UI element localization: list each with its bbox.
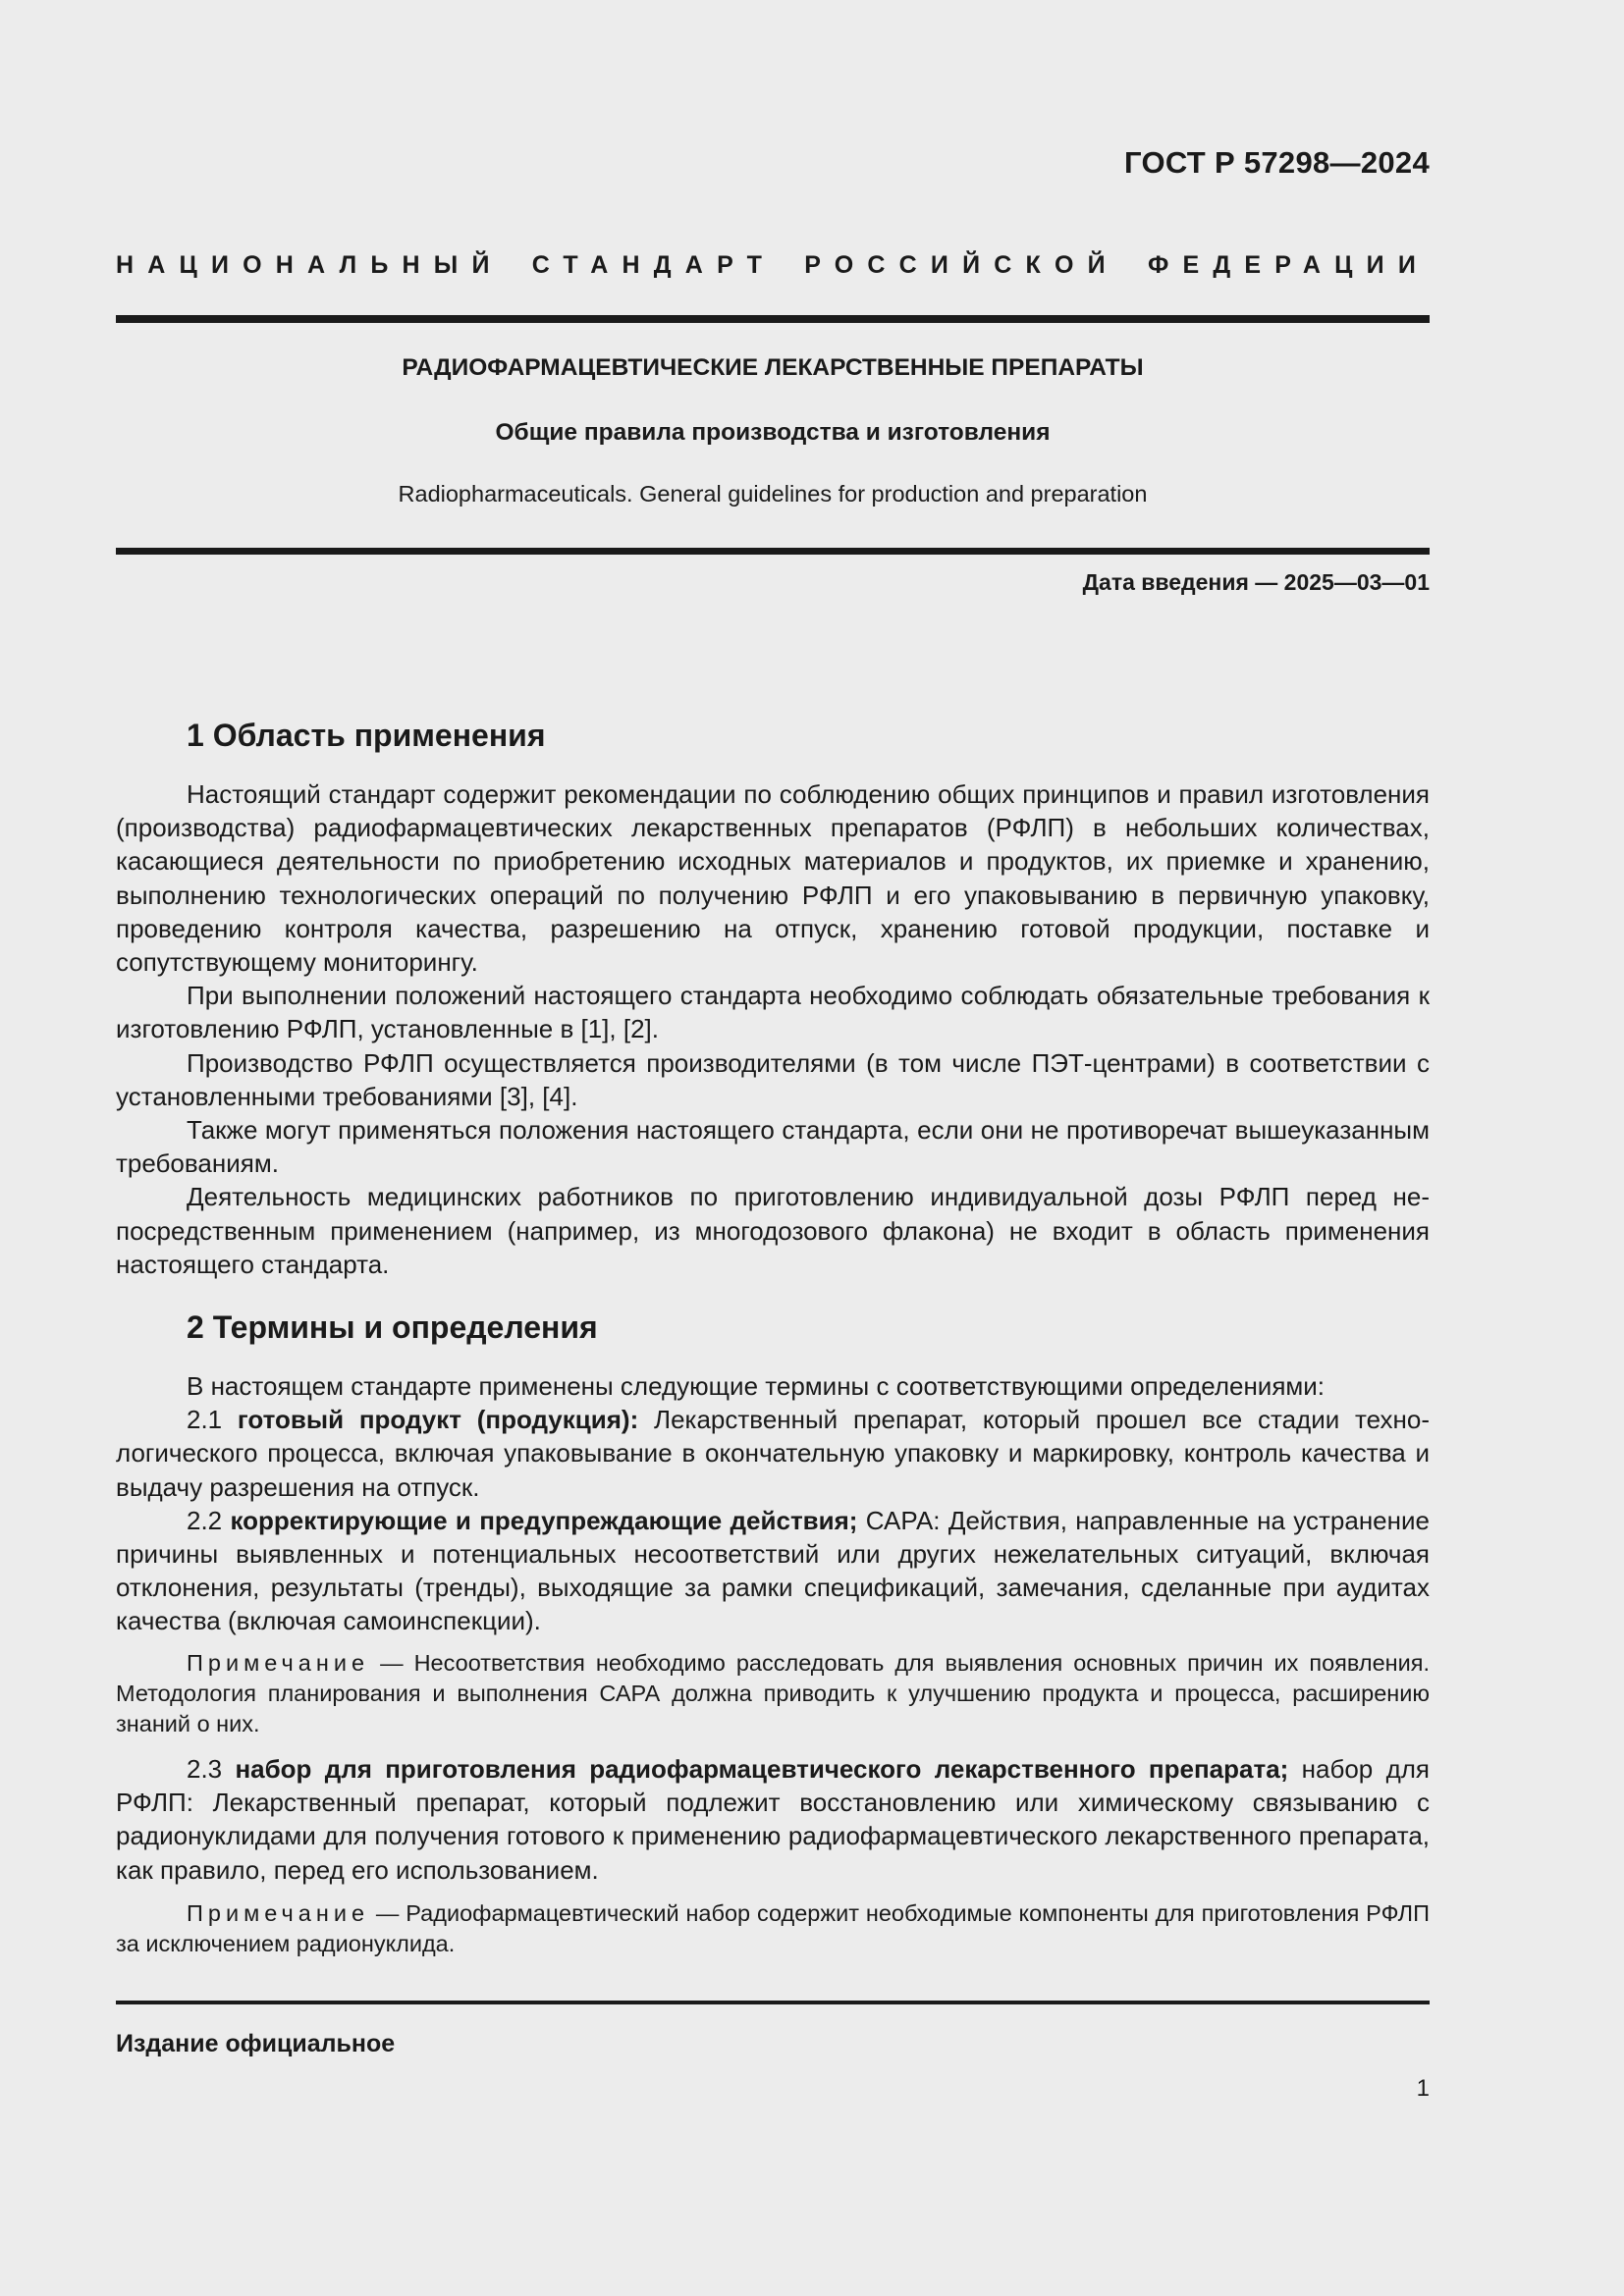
paragraph: Деятельность медицинских работников по приготовлению индивидуальной дозы РФЛП перед непосредственным применением (например, из многодозового флакона) не входит в область применения настоящего стандарта. — [116, 1182, 1430, 1279]
section-1-body — [116, 777, 1430, 1281]
term-definition: набор для РФЛП: Лекарственный препарат, который подлежит восстановлению или химическому связыванию с радионуклидами для получения готового к применению радиофармацевтического лекарственного препарата, как правило, перед его использованием. — [116, 1754, 1430, 1885]
national-standard-banner: НАЦИОНАЛЬНЫЙ СТАНДАРТ РОССИЙСКОЙ ФЕДЕРАЦИИ — [116, 251, 1430, 279]
note-label: Примечание — [187, 1650, 370, 1676]
term-number: 2.3 — [187, 1754, 223, 1784]
note-2 — [116, 1898, 1430, 1959]
term-definition: САРА: Действия, направленные на устранение причины выявленных и потенциальных несоответствий или других нежелательных ситуаций, включая отклонения, результаты (тренды), выходящие за рамки спецификаций, замечания, сделанные при аудитах качества (включая самоинспекции). — [116, 1505, 1430, 1636]
footer-rule — [116, 2001, 1430, 2004]
term-definition: Лекарственный препарат, который прошел все стадии технологического процесса, включая упаковывание в окончательную упаковку и маркировку, контроль качества и выдачу разрешения на отпуск. — [116, 1405, 1430, 1502]
top-rule — [116, 315, 1430, 323]
section-2-heading: 2 Термины и определения — [187, 1309, 598, 1345]
note-1 — [116, 1648, 1430, 1739]
term-2-2 — [116, 1504, 1430, 1638]
document-english-title: Radiopharmaceuticals. General guidelines for production and preparation — [398, 481, 1148, 507]
document-subtitle: Общие правила производства и изготовления — [495, 419, 1051, 446]
note-label: Примечание — [187, 1900, 370, 1926]
document-title: РАДИОФАРМАЦЕВТИЧЕСКИЕ ЛЕКАРСТВЕННЫЕ ПРЕПАРАТЫ — [402, 354, 1144, 381]
paragraph: Также могут применяться положения настоящего стандарта, если они не противоречат вышеуказанным требованиям. — [116, 1115, 1430, 1179]
term-name: набор для приготовления радиофармацевтического лекарственного препарата; — [235, 1754, 1289, 1784]
term-number: 2.1 — [187, 1405, 223, 1435]
term-2-3-block — [116, 1752, 1430, 1887]
gost-number: ГОСТ Р 57298—2024 — [1124, 145, 1430, 180]
page-number: 1 — [1416, 2075, 1430, 2102]
section-2-body — [116, 1369, 1430, 1638]
term-2-1 — [116, 1403, 1430, 1504]
note-text: — Радиофармацевтический набор содержит необходимые компоненты для приготовления РФЛП за исключением радионуклида. — [116, 1900, 1430, 1956]
introduction-date: Дата введения — 2025—03—01 — [1082, 569, 1430, 595]
term-2-3 — [116, 1752, 1430, 1887]
paragraph: При выполнении положений настоящего стандарта необходимо соблюдать обязательные требования к изготовлению РФЛП, установленные в [1], [2]. — [116, 981, 1430, 1044]
section-1-heading: 1 Область применения — [187, 718, 546, 753]
term-number: 2.2 — [187, 1505, 223, 1535]
title-bottom-rule — [116, 548, 1430, 555]
note-text: — Несоответствия необходимо расследовать для выявления основных причин их появления. Методология планирования и выполнения САРА должна приводить к улучшению продукта и процесса, расширению знаний о них. — [116, 1650, 1430, 1736]
paragraph: Настоящий стандарт содержит рекомендации по соблюдению общих принципов и правил изготовления (производства) радиофармацевтических лекарственных препаратов (РФЛП) в небольших количествах, касающиеся деятельности по приобретению исходных материалов и продуктов, их приемке и хранению, выполнению технологических операций по получению РФЛП и его упаковыванию в первичную упаковку, проведению контроля качества, разрешению на отпуск, хранению готовой продукции, поставке и сопутствующему мониторингу. — [116, 779, 1430, 978]
official-edition-label: Издание официальное — [116, 2030, 396, 2057]
paragraph: Производство РФЛП осуществляется производителями (в том числе ПЭТ-центрами) в соответствии с установленными требованиями [3], [4]. — [116, 1047, 1430, 1111]
section-2-intro: В настоящем стандарте применены следующие термины с соответствующими определениями: — [187, 1371, 1326, 1401]
term-name: корректирующие и предупреждающие действия; — [230, 1505, 858, 1535]
term-name: готовый продукт (продукция): — [237, 1405, 639, 1435]
